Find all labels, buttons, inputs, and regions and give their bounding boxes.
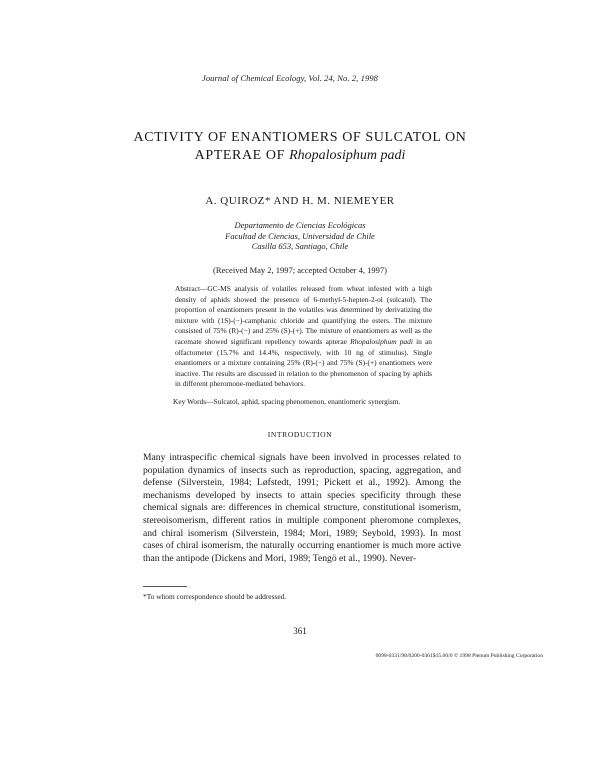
footnote: *To whom correspondence should be addressed. bbox=[143, 592, 287, 601]
affiliation-faculty: Facultad de Ciencias, Universidad de Chile bbox=[225, 230, 375, 241]
page-number: 361 bbox=[293, 626, 307, 636]
journal-citation: Journal of Chemical Ecology, Vol. 24, No. 2, 1998 bbox=[201, 73, 379, 83]
abstract-text-1: Abstract—GC-MS analysis of volatiles released from wheat infested with a high density of aphids showed the presence of 6-methyl-5-hepten-2-ol (sulcatol). The proportion of enantiomers present in the volatiles was determined by derivatizing the mixture with (1S)-(−)-camphanic chloride and quantifying the esters. The mixture consisted of 75% (R)-(−) and 25% (S)-(+). The mixture of enantiomers as well as the racemate showed significant repellency towards apterae bbox=[175, 284, 432, 346]
received-accepted-dates: (Received May 2, 1997; accepted October 4, 1997) bbox=[213, 265, 387, 275]
affiliation bbox=[0, 220, 600, 252]
authors: A. QUIROZ* AND H. M. NIEMEYER bbox=[205, 195, 395, 207]
affiliation-department: Departamento de Ciencias Ecológicas bbox=[234, 220, 366, 230]
affiliation-address: Casilla 653, Santiago, Chile bbox=[251, 241, 349, 251]
abstract-text-2: in an olfactometer (15.7% and 14.4%, respectively, with 10 ng of stimulus). Single enantiomers or a mixture containing 25% (R)-(−) and 75% (S)-(+) enantiomers were inactive. The results are discussed in relation to the phenomenon of spacing by aphids in different pheromone-mediated behaviors. bbox=[175, 336, 432, 389]
abstract bbox=[175, 284, 432, 390]
copyright-line: 0098-0331/98/0200-0361$15.00/0 © 1998 Plenum Publishing Corporation bbox=[375, 653, 543, 659]
footnote-divider bbox=[143, 586, 187, 587]
abstract-species: Rhopalosiphum padi bbox=[350, 336, 413, 346]
title-line-2-prefix: APTERAE OF bbox=[194, 148, 290, 163]
section-heading-introduction: INTRODUCTION bbox=[267, 430, 333, 439]
title-line-1: ACTIVITY OF ENANTIOMERS OF SULCATOL ON bbox=[133, 130, 467, 145]
article-title bbox=[0, 129, 600, 165]
title-line-2 bbox=[0, 147, 600, 165]
introduction-body: Many intraspecific chemical signals have been involved in processes related to population dynamics of insects such as reproduction, spacing, aggregation, and defense (Silverstein, 1984; Løfstedt, 1991; Pickett et al., 1992). Among the mechanisms developed by insects to attain species specificity through these chemical signals are: differences in chemical structure, constitutional isomerism, stereoisomerism, different ratios in multiple component pheromone complexes, and chiral isomerism (Silverstein, 1984; Mori, 1989; Seybold, 1993). In most cases of chiral isomerism, the naturally occurring enantiomer is much more active than the antipode (Dickens and Mori, 1989; Tengö et al., 1990). Never- bbox=[143, 452, 461, 564]
key-words: Key Words—Sulcatol, aphid, spacing phenomenon, enantiomeric synergism. bbox=[173, 397, 401, 406]
title-species: Rhopalosiphum padi bbox=[289, 148, 406, 163]
